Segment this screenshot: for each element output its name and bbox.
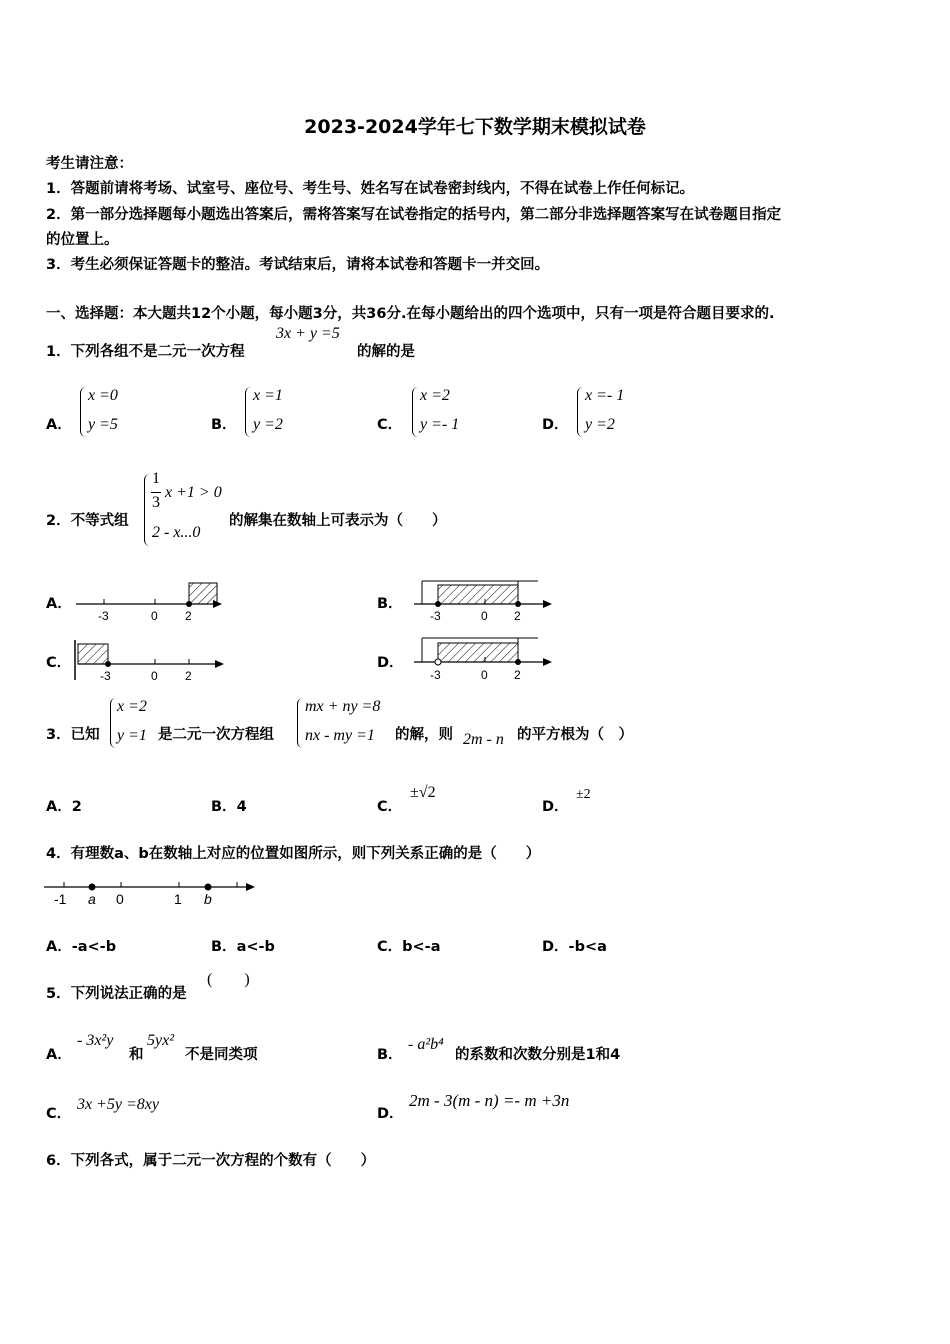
q2-inequality-2: 2 - x...0 xyxy=(152,524,201,541)
q2-inequality-1: x +1 > 0 xyxy=(165,484,222,501)
tick-label: 2 xyxy=(185,669,192,683)
tick-label: 2 xyxy=(514,668,521,682)
q4-stem: 4．有理数a、b在数轴上对应的位置如图所示，则下列关系正确的是（ ） xyxy=(46,846,541,862)
notice-item-2-cont: 的位置上。 xyxy=(46,232,119,248)
tick-label: 0 xyxy=(151,609,158,623)
q3-stem-post1: 的解，则 xyxy=(395,727,453,743)
q3-stem-post2: 的平方根为（ ） xyxy=(517,727,633,743)
q3-option-a[interactable]: A．2 xyxy=(46,799,82,815)
q4-option-d[interactable]: D．-b<a xyxy=(542,939,607,955)
notice-item-1: 1．答题前请将考场、试室号、座位号、考生号、姓名写在试卷密封线内，不得在试卷上作任何标记。 xyxy=(46,181,695,197)
tick-label: -3 xyxy=(100,669,111,683)
tick-label: -3 xyxy=(98,609,109,623)
tick-label: -1 xyxy=(54,891,67,907)
q3-sol-2: y =1 xyxy=(117,727,147,744)
q3-option-b[interactable]: B．4 xyxy=(211,799,247,815)
tick-label: 0 xyxy=(151,669,158,683)
tick-label: 2 xyxy=(514,609,521,623)
q4-number-line xyxy=(42,872,264,912)
tick-label: 0 xyxy=(116,891,124,907)
tick-label: 1 xyxy=(174,891,182,907)
q4-option-c[interactable]: C．b<-a xyxy=(377,939,441,955)
q4-option-b[interactable]: B．a<-b xyxy=(211,939,275,955)
section-heading: 一、选择题：本大题共12个小题，每小题3分，共36分.在每小题给出的四个选项中，只有一项是符合题目要求的. xyxy=(46,306,775,322)
q2-frac-num: 1 xyxy=(152,470,160,487)
q1-stem: 1．下列各组不是二元一次方程 xyxy=(46,344,245,360)
q3-eq-1: mx + ny =8 xyxy=(305,698,381,715)
tick-label: 2 xyxy=(185,609,192,623)
point-label-a: a xyxy=(88,891,96,907)
notice-item-3: 3．考生必须保证答题卡的整洁。考试结束后，请将本试卷和答题卡一并交回。 xyxy=(46,257,550,273)
number-line-a xyxy=(74,575,234,625)
point-label-b: b xyxy=(204,891,212,907)
q3-solution-brace xyxy=(110,698,117,748)
q3-expr: 2m - n xyxy=(463,731,504,748)
q3-eq-2: nx - my =1 xyxy=(305,727,375,744)
tick-label: -3 xyxy=(430,668,441,682)
q3-sol-1: x =2 xyxy=(117,698,147,715)
q4-option-a[interactable]: A．-a<-b xyxy=(46,939,117,955)
tick-label: 0 xyxy=(481,609,488,623)
q3-stem: 3．已知 xyxy=(46,727,100,743)
number-line-c xyxy=(70,636,230,686)
q6-stem: 6．下列各式，属于二元一次方程的个数有（ ） xyxy=(46,1153,376,1169)
q5-stem: 5．下列说法正确的是 xyxy=(46,986,187,1002)
q2-frac-den: 3 xyxy=(152,494,160,511)
q2-stem: 2．不等式组 xyxy=(46,513,129,529)
q1-stem-post: 的解的是 xyxy=(357,344,415,360)
q5-answer-paren: ( ) xyxy=(207,971,250,988)
q2-stem-post: 的解集在数轴上可表示为（ ） xyxy=(229,513,447,529)
q2-frac-bar xyxy=(151,492,161,493)
tick-label: -3 xyxy=(430,609,441,623)
q3-system-brace xyxy=(297,698,304,748)
number-line-d xyxy=(410,632,560,684)
tick-label: 0 xyxy=(481,668,488,682)
q1-equation: 3x + y =5 xyxy=(276,325,340,342)
number-line-b xyxy=(410,575,560,625)
notice-item-2: 2．第一部分选择题每小题选出答案后，需将答案写在试卷指定的括号内，第二部分非选择题答案写在试卷题目指定 xyxy=(46,207,782,223)
page-title: 2023-2024学年七下数学期末模拟试卷 xyxy=(304,116,646,138)
notice-heading: 考生请注意： xyxy=(46,156,133,172)
q3-stem-mid: 是二元一次方程组 xyxy=(158,727,274,743)
q2-system-brace xyxy=(144,474,151,546)
